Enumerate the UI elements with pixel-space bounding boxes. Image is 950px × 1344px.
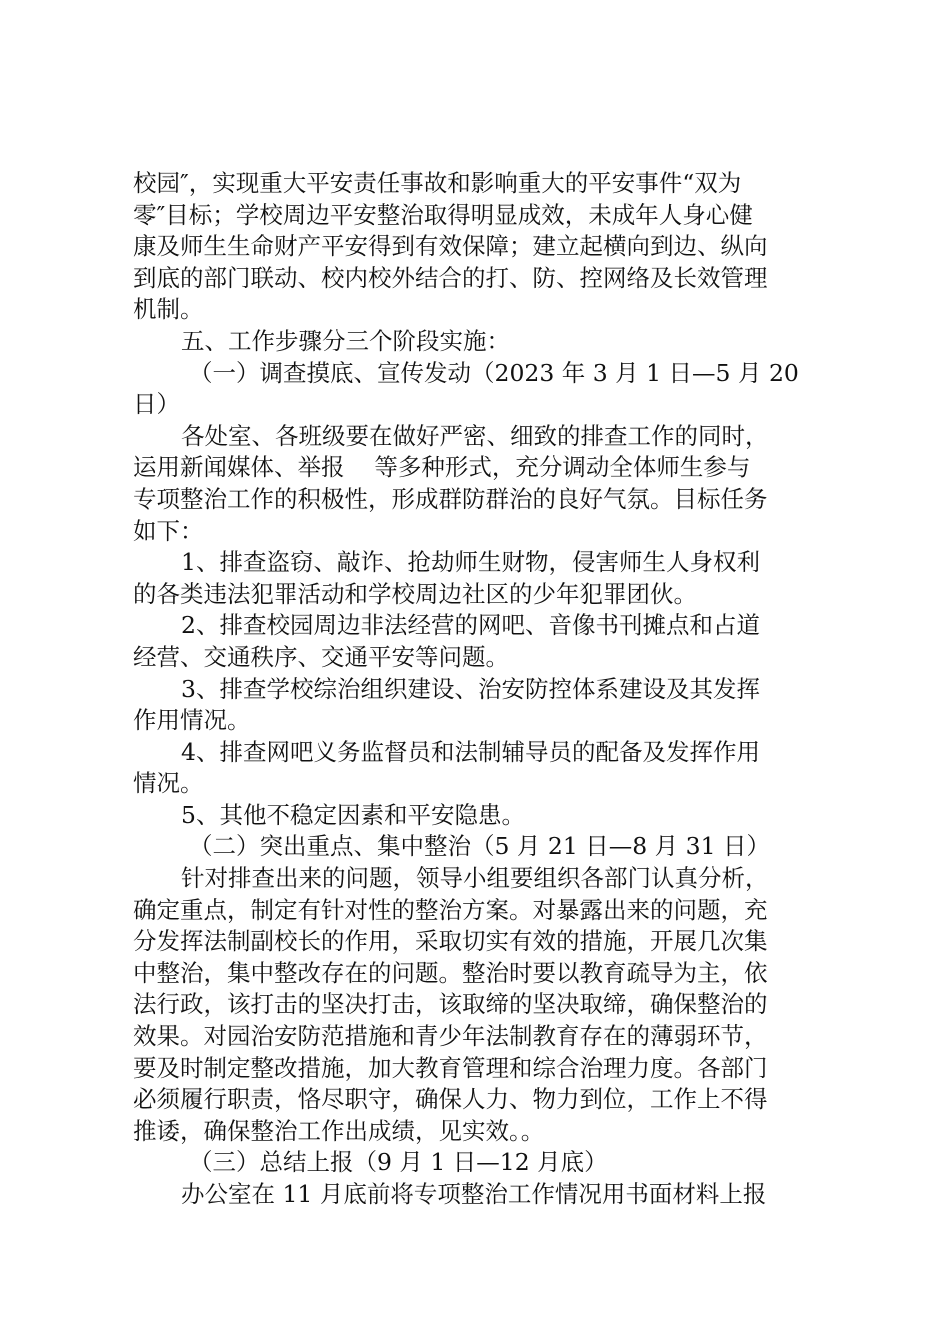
paragraph-line: 作用情况。 — [133, 706, 251, 735]
paragraph-line: 各处室、各班级要在做好严密、细致的排查工作的同时， — [181, 421, 769, 450]
paragraph-line: 校园″，实现重大平安责任事故和影响重大的平安事件“双为 — [133, 169, 742, 197]
paragraph-line: 确定重点，制定有针对性的整治方案。对暴露出来的问题，充 — [133, 895, 768, 924]
list-item: 1、排查盗窃、敲诈、抢劫师生财物，侵害师生人身权利 — [181, 548, 760, 577]
paragraph-line: 必须履行职责，恪尽职守，确保人力、物力到位，工作上不得 — [133, 1085, 768, 1114]
paragraph-line: 零″目标；学校周边平安整治取得明显成效，未成年人身心健 — [133, 200, 753, 229]
subsection-heading: （三）总结上报（9 月 1 日—12 月底） — [189, 1148, 608, 1177]
paragraph-line: 经营、交通秩序、交通平安等问题。 — [133, 642, 509, 671]
paragraph-line: 日） — [133, 390, 180, 419]
paragraph-line: 法行政，该打击的坚决打击，该取缔的坚决取缔，确保整治的 — [133, 990, 768, 1019]
paragraph-line: 的各类违法犯罪活动和学校周边社区的少年犯罪团伙。 — [133, 579, 697, 608]
document-body — [133, 168, 823, 1211]
paragraph-line: 如下： — [133, 516, 204, 545]
paragraph-line: 要及时制定整改措施，加大教育管理和综合治理力度。各部门 — [133, 1053, 768, 1082]
paragraph-line: 到底的部门联动、校内校外结合的打、防、控网络及长效管理 — [133, 263, 768, 292]
subsection-heading: （二）突出重点、集中整治（5 月 21 日—8 月 31 日） — [189, 832, 771, 861]
subsection-heading: （一）调查摸底、宣传发动（2023 年 3 月 1 日—5 月 20 — [189, 358, 799, 387]
paragraph-line: 针对排查出来的问题，领导小组要组织各部门认真分析， — [181, 864, 769, 893]
paragraph-line: 运用新闻媒体、举报 等多种形式，充分调动全体师生参与 — [133, 453, 751, 482]
list-item: 3、排查学校综治组织建设、治安防控体系建设及其发挥 — [181, 674, 760, 703]
paragraph-line: 情况。 — [133, 769, 204, 798]
paragraph-line: 推诿，确保整治工作出成绩，见实效。。 — [133, 1116, 545, 1145]
paragraph-line: 中整治，集中整改存在的问题。整治时要以教育疏导为主，依 — [133, 958, 768, 987]
list-item: 5、其他不稳定因素和平安隐患。 — [181, 800, 525, 829]
paragraph-line: 分发挥法制副校长的作用，采取切实有效的措施，开展几次集 — [133, 927, 768, 956]
paragraph-line: 机制。 — [133, 295, 204, 324]
list-item: 2、排查校园周边非法经营的网吧、音像书刊摊点和占道 — [181, 611, 760, 640]
paragraph-line: 办公室在 11 月底前将专项整治工作情况用书面材料上报 — [181, 1180, 767, 1208]
paragraph-line: 专项整治工作的积极性，形成群防群治的良好气氛。目标任务 — [133, 484, 768, 513]
paragraph-line: 康及师生生命财产平安得到有效保障；建立起横向到边、纵向 — [133, 232, 768, 261]
paragraph-line: 效果。对园治安防范措施和青少年法制教育存在的薄弱环节， — [133, 1022, 768, 1051]
list-item: 4、排查网吧义务监督员和法制辅导员的配备及发挥作用 — [181, 737, 760, 766]
section-heading: 五、工作步骤分三个阶段实施： — [181, 326, 510, 355]
